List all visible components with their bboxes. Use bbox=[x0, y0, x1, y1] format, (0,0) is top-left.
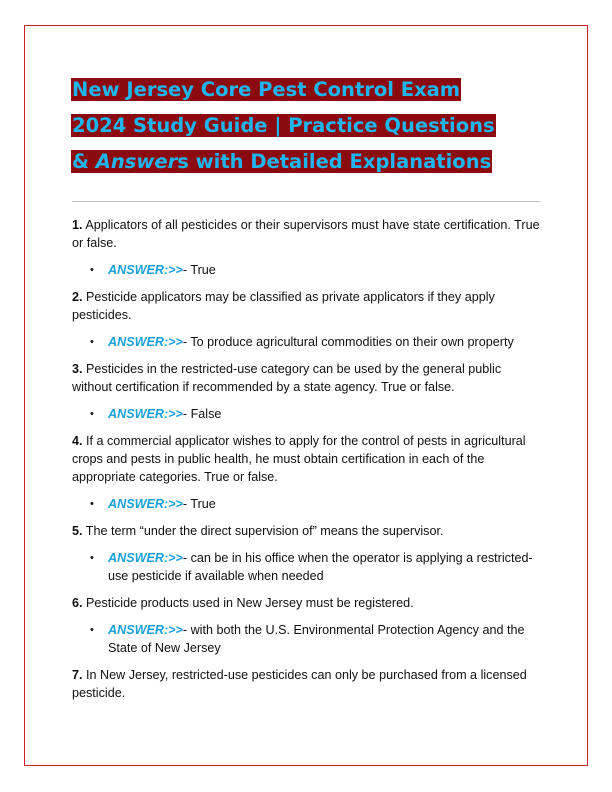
bullet-icon: • bbox=[90, 264, 94, 276]
question-6: 6. Pesticide products used in New Jersey must be registered. bbox=[72, 596, 414, 610]
title-line-2: 2024 Study Guide | Practice Questions bbox=[72, 114, 495, 137]
bullet-icon: • bbox=[90, 498, 94, 510]
bullet-icon: • bbox=[90, 552, 94, 564]
answer-label: ANSWER:>> bbox=[108, 497, 183, 511]
answer-5: • ANSWER:>>- can be in his office when the operator is applying a restricted-use pesticide if available when needed bbox=[90, 551, 533, 583]
answer-1: • ANSWER:>>- True bbox=[90, 263, 216, 277]
divider bbox=[72, 201, 540, 202]
answer-2: • ANSWER:>>- To produce agricultural commodities on their own property bbox=[90, 335, 514, 349]
answer-label: ANSWER:>> bbox=[108, 407, 183, 421]
answer-3: • ANSWER:>>- False bbox=[90, 407, 222, 421]
question-5: 5. The term “under the direct supervision of” means the supervisor. bbox=[72, 524, 444, 538]
question-3: 3. Pesticides in the restricted-use category can be used by the general public without certification if recommended by a state agency. True or false. bbox=[72, 362, 502, 394]
answer-label: ANSWER:>> bbox=[108, 263, 183, 277]
bullet-icon: • bbox=[90, 408, 94, 420]
answer-label: ANSWER:>> bbox=[108, 335, 183, 349]
title-line-3: & Answers with Detailed Explanations bbox=[72, 150, 492, 173]
answer-6: • ANSWER:>>- with both the U.S. Environmental Protection Agency and the State of New Jersey bbox=[90, 623, 525, 655]
answer-label: ANSWER:>> bbox=[108, 623, 183, 637]
question-1: 1. Applicators of all pesticides or their supervisors must have state certification. True or false. bbox=[72, 218, 540, 250]
document-title bbox=[71, 72, 541, 180]
question-list bbox=[72, 216, 542, 711]
bullet-icon: • bbox=[90, 624, 94, 636]
question-2: 2. Pesticide applicators may be classified as private applicators if they apply pesticides. bbox=[72, 290, 495, 322]
title-line-1: New Jersey Core Pest Control Exam bbox=[72, 78, 461, 101]
answer-4: • ANSWER:>>- True bbox=[90, 497, 216, 511]
question-4: 4. If a commercial applicator wishes to apply for the control of pests in agricultural crops and pests in public health, he must obtain certification in each of the appropriate categories. True or false. bbox=[72, 434, 526, 484]
question-7: 7. In New Jersey, restricted-use pesticides can only be purchased from a licensed pesticide. bbox=[72, 668, 527, 700]
bullet-icon: • bbox=[90, 336, 94, 348]
answer-label: ANSWER:>> bbox=[108, 551, 183, 565]
